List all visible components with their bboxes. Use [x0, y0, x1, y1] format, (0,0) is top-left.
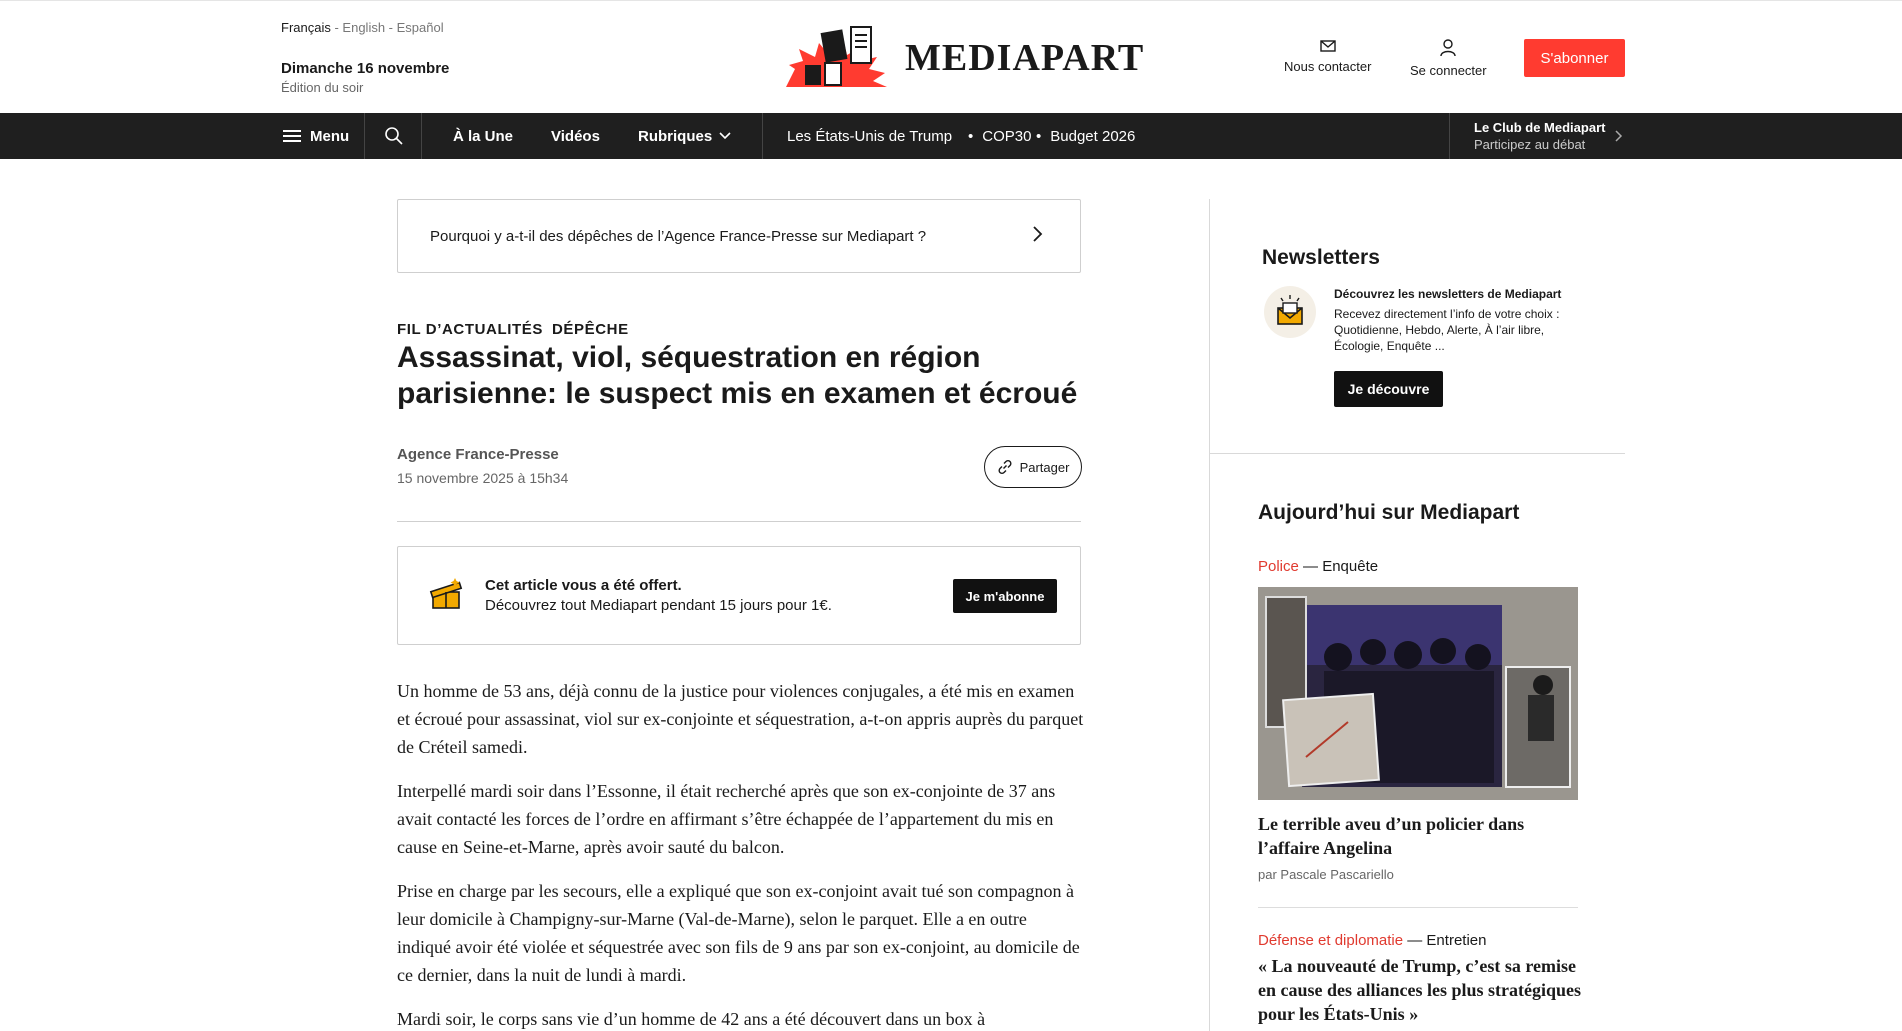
menu-button[interactable]: Menu [283, 113, 349, 159]
column-divider [1209, 199, 1210, 1031]
subscribe-offer-button[interactable]: Je m'abonne [953, 579, 1057, 613]
language-fr[interactable]: Français [281, 20, 331, 35]
edition-label: Édition du soir [281, 80, 364, 95]
story-byline: par Pascale Pascariello [1258, 867, 1394, 882]
article-body [397, 677, 1085, 1031]
search-button[interactable] [384, 113, 404, 159]
story-category: Police — Enquête [1258, 558, 1379, 575]
article-author: Agence France-Presse [397, 446, 559, 463]
article-kicker [397, 321, 638, 338]
nav-item-a-la-une[interactable]: À la Une [453, 127, 514, 145]
story-image[interactable] [1258, 587, 1578, 800]
subscribe-button[interactable]: S'abonner [1524, 39, 1625, 77]
language-en[interactable]: English [342, 20, 386, 35]
newsletters-heading: Newsletters [1262, 246, 1380, 269]
chevron-right-icon [1615, 130, 1623, 142]
nav-separator [421, 113, 422, 159]
main-navigation [0, 113, 1902, 159]
newsletters-headline: Découvrez les newsletters de Mediapart [1334, 287, 1562, 301]
story-divider [1258, 907, 1578, 908]
discover-newsletters-button[interactable]: Je découvre [1334, 371, 1443, 407]
kicker-type: DÉPÊCHE [551, 321, 629, 338]
nav-topic-budget[interactable]: • Budget 2026 [1036, 127, 1136, 145]
nav-item-rubriques[interactable]: Rubriques [638, 113, 731, 159]
login-link[interactable]: Se connecter [1410, 39, 1487, 78]
envelope-icon [1320, 39, 1336, 53]
newsletter-envelope-icon [1264, 286, 1316, 338]
nav-separator [762, 113, 763, 159]
nav-item-videos[interactable]: Vidéos [551, 127, 600, 145]
nav-topic-trump[interactable]: Les États-Unis de Trump [787, 127, 953, 145]
sidebar-divider [1210, 453, 1625, 454]
article-title: Assassinat, viol, séquestration en région parisienne: le suspect mis en examen et écroué [397, 341, 1078, 410]
story-category: Défense et diplomatie — Entretien [1258, 932, 1487, 949]
nav-topic-cop30[interactable]: • COP30 [968, 127, 1032, 145]
category-link-police[interactable]: Police [1258, 558, 1299, 575]
club-subtitle: Participez au débat [1474, 137, 1586, 152]
nav-separator [364, 113, 365, 159]
article-date: 15 novembre 2025 à 15h34 [397, 470, 569, 486]
article-divider [397, 521, 1081, 522]
club-title: Le Club de Mediapart [1474, 120, 1606, 135]
gifted-article-banner [397, 546, 1081, 645]
logo-emblem-icon [781, 25, 891, 91]
newsletters-description: Recevez directement l’info de votre choix : Quotidienne, Hebdo, Alerte, À l’air libre, Écologie, Enquête ... [1334, 307, 1560, 353]
story-title[interactable]: « La nouveauté de Trump, c’est sa remise en cause des alliances les plus stratégiques pour les États-Unis » [1258, 956, 1582, 1024]
gift-icon [425, 574, 465, 614]
search-icon [384, 126, 404, 146]
site-header [0, 0, 1902, 113]
offer-title: Cet article vous a été offert. [485, 577, 682, 594]
article-paragraph: Un homme de 53 ans, déjà connu de la justice pour violences conjugales, a été mis en examen et écroué pour assassinat, viol sur ex-conjointe et séquestration, a-t-on appris auprès du parquet de Créteil samedi. [397, 681, 1084, 757]
chevron-right-icon [1032, 224, 1044, 244]
link-icon [997, 459, 1013, 475]
logo-wordmark: MEDIAPART [905, 37, 1145, 79]
article-paragraph: Interpellé mardi soir dans l’Essonne, il était recherché après que son ex-conjointe de 37 ans avait contacté les forces de l’ordre en affirmant s’être échappée de l’appartement du mis en cause en Seine-et-Marne, après avoir sauté du balcon. [397, 781, 1056, 857]
afp-info-link[interactable]: Pourquoi y a-t-il des dépêches de l’Agence France-Presse sur Mediapart ? [397, 199, 1081, 273]
mediapart-logo[interactable] [781, 25, 1144, 91]
contact-link[interactable]: Nous contacter [1284, 39, 1371, 74]
article-paragraph: Prise en charge par les secours, elle a expliqué que son ex-conjoint avait tué son compagnon à leur domicile à Champigny-sur-Marne (Val-de-Marne), selon le parquet. Elle a en outre indiqué avoir été violée et séquestrée avec son fils de 9 ans par son ex-conjoint, au domicile de ce dernier, dans la nuit de lundi à mardi. [397, 881, 1080, 985]
current-date: Dimanche 16 novembre [281, 60, 450, 77]
share-button[interactable]: Partager [984, 446, 1082, 488]
story-title[interactable]: Le terrible aveu d’un policier dans l’affaire Angelina [1258, 814, 1525, 858]
kicker-section[interactable]: FIL D’ACTUALITÉS [397, 321, 543, 338]
nav-separator [1449, 113, 1450, 159]
chevron-down-icon [719, 132, 731, 140]
user-icon [1440, 39, 1456, 57]
language-es[interactable]: Español [396, 20, 444, 35]
language-switcher: Français - English - Español [281, 20, 444, 35]
category-link-defense[interactable]: Défense et diplomatie [1258, 932, 1404, 949]
offer-text: Découvrez tout Mediapart pendant 15 jours pour 1€. [485, 597, 832, 614]
article-paragraph: Mardi soir, le corps sans vie d’un homme de 42 ans a été découvert dans un box à [397, 1009, 986, 1029]
today-heading: Aujourd’hui sur Mediapart [1258, 501, 1520, 524]
hamburger-icon [283, 129, 301, 143]
